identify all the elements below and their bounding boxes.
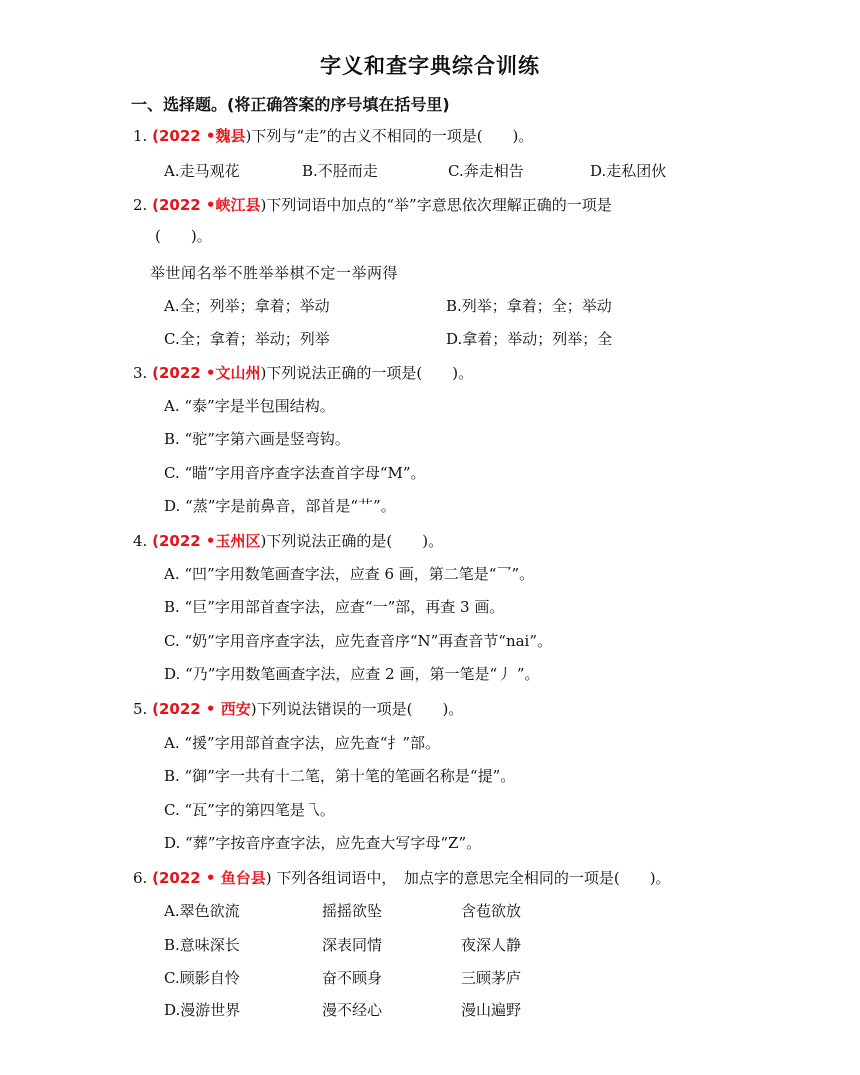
question-4 bbox=[133, 531, 443, 551]
question-1 bbox=[133, 126, 533, 146]
question-source: (2022 •文山州 bbox=[152, 364, 261, 382]
option: A. “泰”字是半包围结构。 bbox=[164, 397, 335, 415]
question-stem: ) 下列各组词语中， 加点字的意思完全相同的一项是( )。 bbox=[265, 869, 671, 887]
option: D. “蒸”字是前鼻音，部首是“艹”。 bbox=[164, 497, 396, 515]
question-source: (2022 •峡江县 bbox=[152, 196, 261, 214]
question-source: (2022 •魏县 bbox=[152, 127, 246, 145]
option-row-a-col2: 摇摇欲坠 bbox=[322, 902, 383, 920]
question-source: (2022 • 鱼台县 bbox=[152, 869, 266, 887]
question-number: 4. bbox=[133, 532, 148, 550]
question-5 bbox=[133, 699, 463, 719]
option: D.拿着；举动；列举；全 bbox=[446, 330, 613, 348]
question-number: 3. bbox=[133, 364, 148, 382]
option: B. “驼”字第六画是竖弯钩。 bbox=[164, 430, 350, 448]
question-stem: )下列说法正确的是( )。 bbox=[260, 532, 444, 550]
option: B. “巨”字用部首查字法，应查“一”部，再查 3 画。 bbox=[164, 598, 505, 616]
question-6 bbox=[133, 868, 671, 888]
question-stem: )下列词语中加点的“举”字意思依次理解正确的一项是 bbox=[260, 196, 612, 214]
option: B. “御”字一共有十二笔，第十笔的笔画名称是“提”。 bbox=[164, 767, 516, 785]
question-stem: )下列说法错误的一项是( )。 bbox=[250, 700, 464, 718]
question-stem: )下列说法正确的一项是( )。 bbox=[260, 364, 474, 382]
question-source: (2022 •玉州区 bbox=[152, 532, 261, 550]
option: A.走马观花 bbox=[164, 162, 240, 180]
option: D. “葬”字按音序查字法，应先查大写字母“Z”。 bbox=[164, 834, 482, 852]
question-stem: )下列与“走”的古义不相同的一项是( )。 bbox=[245, 127, 534, 145]
question-number: 2. bbox=[133, 196, 148, 214]
option-row-d-col1: D.漫游世界 bbox=[164, 1001, 241, 1019]
option-row-b-col2: 深表同情 bbox=[322, 936, 383, 954]
option: A.全；列举；拿着；举动 bbox=[164, 297, 330, 315]
question-number: 1. bbox=[133, 127, 148, 145]
option: C.全；拿着；举动；列举 bbox=[164, 330, 330, 348]
option: A. “凹”字用数笔画查字法，应查 6 画，第二笔是“乛”。 bbox=[164, 565, 535, 583]
option: B.列举；拿着；全；举动 bbox=[446, 297, 612, 315]
option-row-d-col2: 漫不经心 bbox=[322, 1001, 383, 1019]
option: C.奔走相告 bbox=[448, 162, 524, 180]
option: C. “瞄”字用音序查字法查首字母“M”。 bbox=[164, 464, 426, 482]
section-heading: 一、选择题。(将正确答案的序号填在括号里) bbox=[131, 95, 450, 114]
question-3 bbox=[133, 363, 473, 383]
option-row-a-col1: A.翠色欲流 bbox=[164, 902, 240, 920]
option: C. “瓦”字的第四笔是乁。 bbox=[164, 801, 335, 819]
option-row-b-col3: 夜深人静 bbox=[461, 936, 522, 954]
option-row-d-col3: 漫山遍野 bbox=[461, 1001, 522, 1019]
option-row-a-col3: 含苞欲放 bbox=[461, 902, 522, 920]
question-stem-continued: ( )。 bbox=[155, 227, 212, 245]
option: D. “乃”字用数笔画查字法，应查 2 画，第一笔是“丿 ”。 bbox=[164, 665, 540, 683]
question-source: (2022 • 西安 bbox=[152, 700, 251, 718]
option: D.走私团伙 bbox=[590, 162, 667, 180]
option: C. “奶”字用音序查字法，应先查音序“N”再查音节“nai”。 bbox=[164, 632, 553, 650]
option-row-c-col1: C.顾影自怜 bbox=[164, 969, 240, 987]
page-title: 字义和查字典综合训练 bbox=[320, 54, 540, 78]
option-row-c-col3: 三顾茅庐 bbox=[461, 969, 522, 987]
option-row-b-col1: B.意味深长 bbox=[164, 936, 240, 954]
question-2 bbox=[133, 195, 612, 215]
option-row-c-col2: 奋不顾身 bbox=[322, 969, 383, 987]
option: A. “援”字用部首查字法，应先查“扌”部。 bbox=[164, 734, 441, 752]
question-number: 5. bbox=[133, 700, 148, 718]
question-number: 6. bbox=[133, 869, 148, 887]
option: B.不胫而走 bbox=[302, 162, 378, 180]
word-list: 举世闻名举不胜举举棋不定一举两得 bbox=[150, 264, 399, 282]
